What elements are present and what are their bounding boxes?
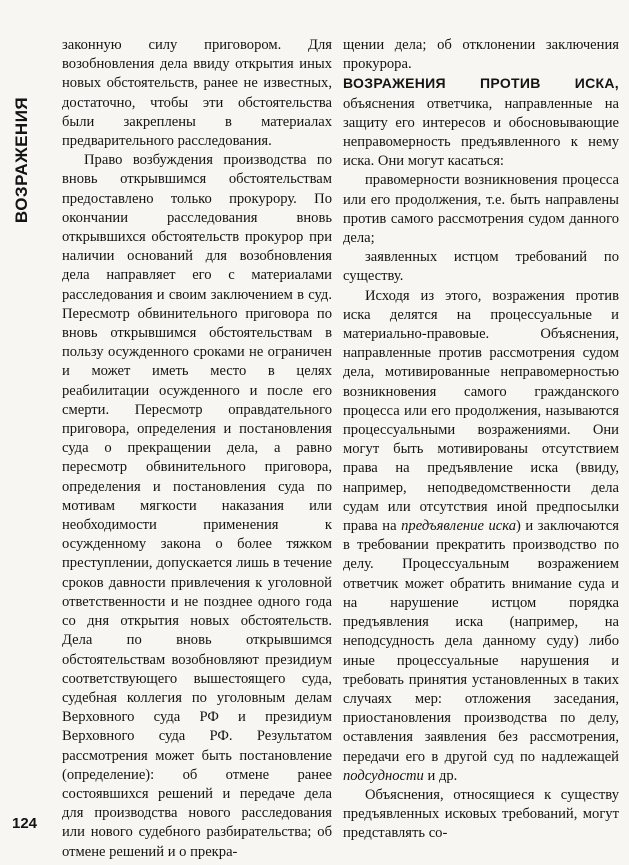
paragraph: Объяснения, относящиеся к существу предъявленных исковых требований, могут представлять со- <box>343 786 619 842</box>
entry-paragraph <box>343 74 619 171</box>
entry-text: объяснения ответчика, направленные на защиту его интересов и обосновывающие неправомерность предъявленного к нему иска. Они могут касаться: <box>343 95 619 170</box>
text-run: и др. <box>423 767 458 784</box>
paragraph <box>343 287 619 786</box>
text-run: ) и заключаются в требовании прекратить производство по делу. Процессуальным возражением ответчик может обратить внимание суда и на нарушение истцом порядка предъявления иска (например, на неподсудность дела данному суду) либо иные процессуальные нарушения и требовать принятия установленных в таких случаях мер: отложения заседания, приостановления производства по делу, оставления заявления без рассмотрения, передачи его в другой суд по надлежащей <box>343 518 619 765</box>
paragraph: законную силу приговором. Для возобновления дела ввиду открытия иных новых обстоятельств, ранее не известных, достаточно, чтобы эти обстоятельства были закреплены в материалах предварительного расследования. <box>62 37 332 150</box>
italic-text: подсудности <box>343 767 424 784</box>
paragraph: Право возбуждения производства по вновь открывшимся обстоятельствам предоставлено только прокурору. По окончании расследования вновь открывшихся обстоятельств прокурор при наличии оснований для возобновления дела направляет его с материалами расследования и своим заключением в суд. Пересмотр обвинительного приговора по вновь открывшимся обстоятельствам в пользу осужденного сроками не ограничен и может иметь место в целях реабилитации осужденного и после его смерти. Пересмотр оправдательного приговора, определения и постановления суда о прекращении дела, а равно пересмотр обвинительного приговора, определения и постановления суда по мотивам мягкости наказания или необходимости применения к осужденному закона о более тяжком преступлении, допускается лишь в течение сроков давности привлечения к уголовной ответственности и не позднее одного года со дня открытия новых обстоятельств. Дела по вновь открывшимся обстоятельствам возобновляют президиум соответствующего вышестоящего суда, судебная коллегия по уголовным делам Верховного суда РФ и президиум Верховного суда РФ. Результатом рассмотрения может быть постановление (определение): об отмене ранее состоявшихся решений и передаче дела для производства нового расследования или нового судебного разбирательства; об отмене решений и о прекра- <box>62 152 332 860</box>
left-column <box>62 36 332 862</box>
entry-term: ВОЗРАЖЕНИЯ ПРОТИВ ИСКА, <box>343 75 619 92</box>
page-number: 124 <box>12 815 38 832</box>
paragraph: правомерности возникновения процесса или его продолжения, т.е. быть направлены против самого рассмотрения судом данного дела; <box>343 172 619 247</box>
right-column <box>343 36 619 844</box>
paragraph: щении дела; об отклонении заключения прокурора. <box>343 37 619 73</box>
paragraph: заявленных истцом требований по существу. <box>343 249 619 285</box>
italic-text: предъявление иска <box>401 518 517 535</box>
text-run: Исходя из этого, возражения против иска делятся на процессуальные и материально-правовые. Объяснения, направленные против рассмотрения судом дела, мотивированные неправомерностью возникновения самого гражданского процесса или его продолжения, называются процессуальными возражениями. Они могут быть мотивированы отсутствием права на предъявление иска (ввиду, например, неподведомственности дела судам или отсутствия иной предпосылки права на <box>343 287 619 535</box>
section-label: ВОЗРАЖЕНИЯ <box>12 96 31 224</box>
page-sidebar <box>0 0 38 865</box>
